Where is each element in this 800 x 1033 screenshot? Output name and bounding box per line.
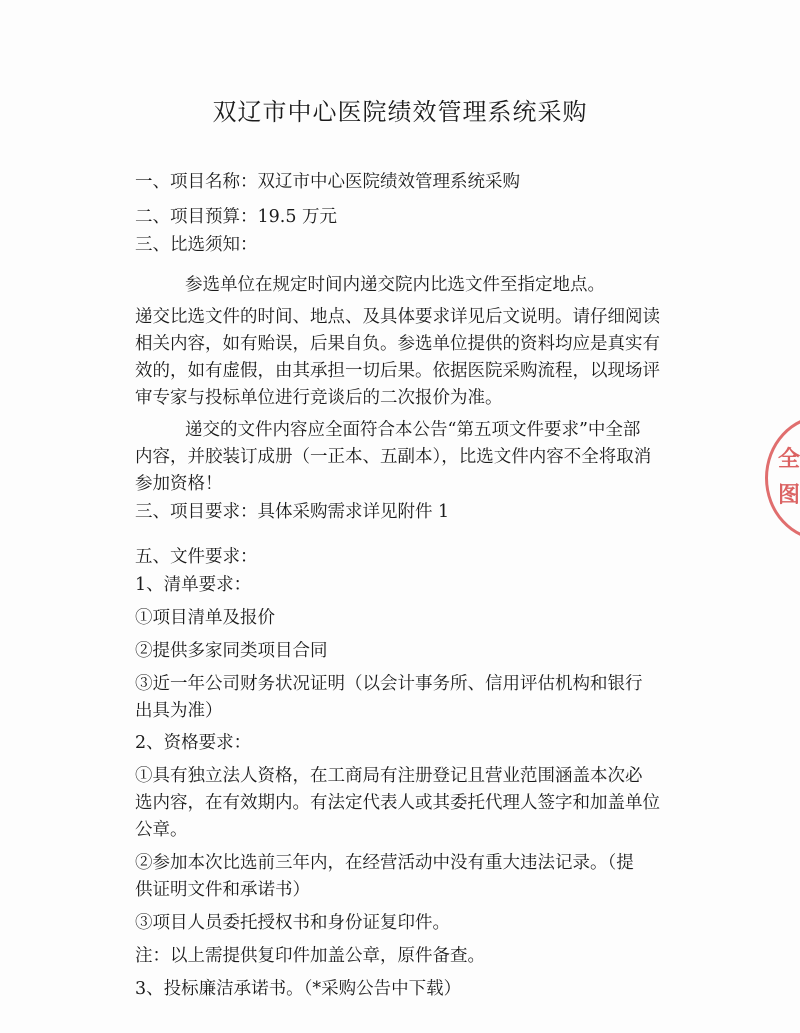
list-item-1: ①项目清单及报价 [135,608,275,628]
qualification-item-2-line-2: 供证明文件和承诺书） [135,880,310,900]
qualification-item-1-line-3: 公章。 [135,820,188,840]
integrity-commitment: 3、投标廉洁承诺书。（*采购公告中下载） [135,979,462,999]
qualification-item-2-line-1: ②参加本次比选前三年内，在经营活动中没有重大违法记录。（提 [135,853,634,873]
seal-glyph-top: 全 [778,446,800,472]
qualification-requirements-heading: 2、资格要求： [135,733,252,753]
instructions-paragraph-2-line-1: 递交比选文件的时间、地点、及具体要求详见后文说明。请仔细阅读 [135,307,660,327]
list-item-2: ②提供多家同类项目合同 [135,641,328,661]
qualification-item-1-line-2: 选内容，在有效期内。有法定代表人或其委托代理人签字和加盖单位 [135,793,660,813]
list-item-3-line-2: 出具为准） [135,701,223,721]
qualification-item-1-line-1: ①具有独立法人资格，在工商局有注册登记且营业范围涵盖本次必 [135,766,643,786]
instructions-paragraph-1: 参选单位在规定时间内递交院内比选文件至指定地点。 [185,275,605,295]
section-project-name: 一、项目名称：双辽市中心医院绩效管理系统采购 [135,172,520,192]
list-item-3-line-1: ③近一年公司财务状况证明（以会计事务所、信用评估机构和银行 [135,674,643,694]
section-document-requirements: 五、文件要求： [135,547,258,567]
qualification-item-3: ③项目人员委托授权书和身份证复印件。 [135,913,450,933]
instructions-paragraph-2-line-2: 相关内容，如有贻误，后果自负。参选单位提供的资料均应是真实有 [135,334,660,354]
instructions-paragraph-2-line-3: 效的，如有虚假，由其承担一切后果。依据医院采购流程，以现场评 [135,361,660,381]
instructions-paragraph-3-line-3: 参加资格！ [135,474,223,494]
document-title: 双辽市中心医院绩效管理系统采购 [212,98,588,126]
instructions-paragraph-3-line-2: 内容，并胶装订成册（一正本、五副本），比选文件内容不全将取消 [135,447,652,467]
section-project-requirements: 三、项目要求：具体采购需求详见附件 1 [135,502,450,522]
seal-glyph-bottom: 图 [778,482,800,508]
list-requirements-heading: 1、清单要求： [135,575,252,595]
instructions-paragraph-3-line-1: 递交的文件内容应全面符合本公告“第五项文件要求”中全部 [185,420,641,440]
section-project-budget: 二、项目预算：19.5 万元 [135,207,338,227]
section-instructions-heading: 三、比选须知： [135,235,258,255]
instructions-paragraph-2-line-4: 审专家与投标单位进行竞谈后的二次报价为准。 [135,388,503,408]
note-copies: 注：以上需提供复印件加盖公章，原件备查。 [135,946,485,966]
